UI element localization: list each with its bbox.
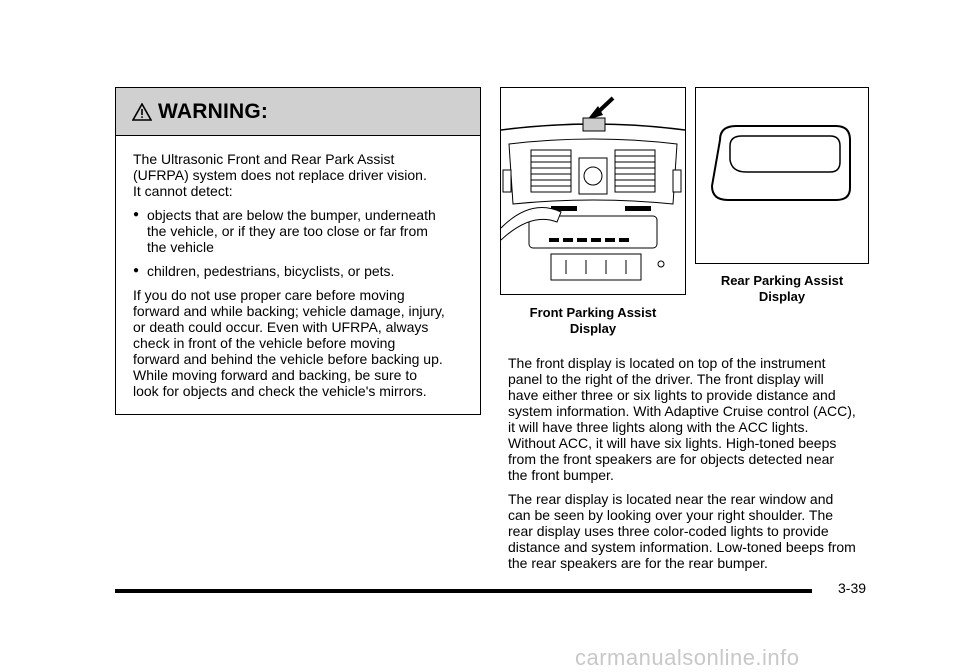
bullet-icon: ● <box>133 265 140 276</box>
rear-parking-assist-illustration <box>695 87 869 264</box>
warning-bullet: ● objects that are below the bumper, underneath the vehicle, or if they are too close or far from the vehicle <box>133 207 436 255</box>
warning-intro: The Ultrasonic Front and Rear Park Assist (UFRPA) system does not replace driver vision. It cannot detect: <box>133 151 427 199</box>
body-text <box>508 355 878 579</box>
watermark: carmanualsonline.info <box>575 645 800 670</box>
warning-closing: If you do not use proper care before moving forward and while backing; vehicle damage, injury, or death could occur. Even with UFRPA, always check in front of the vehicle before moving forward and behind the vehicle before backing up. While moving forward and backing, be sure to look for objects and check the vehicle's mirrors. <box>133 287 445 399</box>
arrow-icon <box>587 98 613 120</box>
footer-rule <box>115 589 812 593</box>
warning-title: WARNING: <box>158 99 269 123</box>
warning-body <box>116 136 480 399</box>
front-display-caption: Front Parking Assist Display <box>529 305 657 336</box>
bullet-icon: ● <box>133 209 140 220</box>
paragraph-front-display: The front display is located on top of the instrument panel to the right of the driver. The front display will have either three or six lights to provide distance and system information. With Adaptive Cruise control (ACC), it will have three lights along with the ACC lights. Without ACC, it will have six lights. High-toned beeps from the front speakers are for objects detected near the front bumper. <box>508 355 856 483</box>
page-number: 3-39 <box>838 580 867 596</box>
front-parking-assist-illustration <box>500 87 686 295</box>
warning-triangle-icon <box>132 103 152 121</box>
warning-bullet: ● children, pedestrians, bicyclists, or pets. <box>133 263 395 279</box>
warning-box <box>115 87 481 415</box>
paragraph-rear-display: The rear display is located near the rear window and can be seen by looking over your right shoulder. The rear display uses three color-coded lights to provide distance and system information. Low-toned beeps from the rear speakers are for the rear bumper. <box>508 491 856 571</box>
warning-header <box>116 88 480 136</box>
rear-display-caption: Rear Parking Assist Display <box>720 273 844 304</box>
